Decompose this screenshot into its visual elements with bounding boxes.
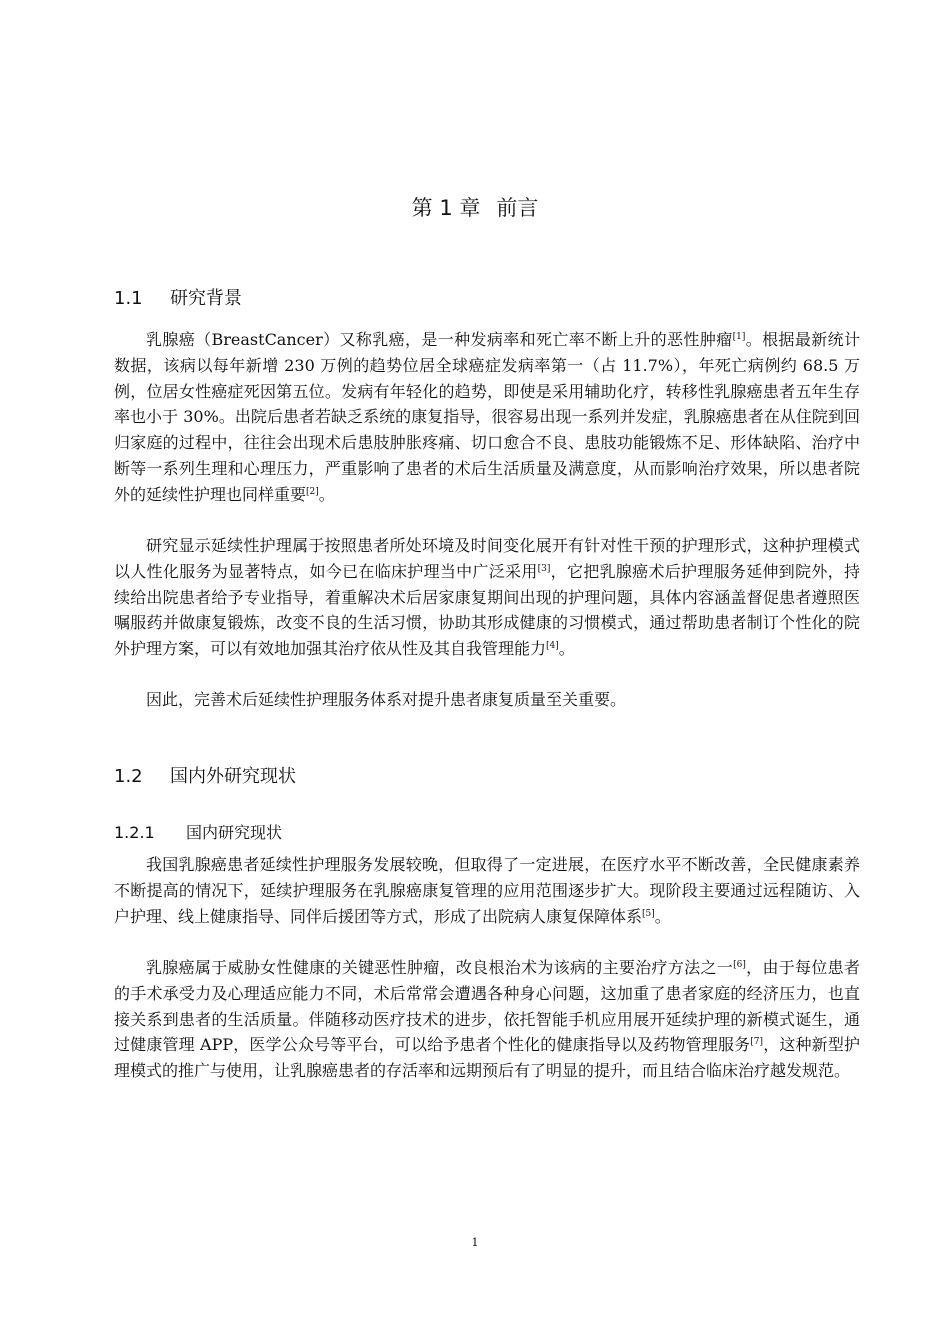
citation: [3] [537, 563, 551, 574]
chapter-number: 第 1 章 [411, 196, 481, 220]
paragraph: 我国乳腺癌患者延续性护理服务发展较晚，但取得了一定进展，在医疗水平不断改善，全民健康素养不断提高的情况下，延续护理服务在乳腺癌康复管理的应用范围逐步扩大。现阶段主要通过远程随访、入户护理、线上健康指导、同伴后援团等方式，形成了出院病人康复保障体系[5]。 [114, 855, 860, 926]
section-title: 研究背景 [170, 288, 242, 309]
subsection-title: 国内研究现状 [186, 823, 283, 842]
paragraph: 因此，完善术后延续性护理服务体系对提升患者康复质量至关重要。 [146, 690, 627, 709]
chapter-title [0, 192, 950, 222]
citation: [4] [546, 641, 559, 652]
section-number: 1.2 [114, 766, 143, 787]
chapter-title-text: 前言 [496, 196, 539, 220]
citation: [2] [306, 486, 319, 497]
citation: [5] [642, 908, 655, 919]
subsection-number: 1.2.1 [114, 823, 155, 842]
section-heading-1-1 [114, 284, 242, 310]
page-number: 1 [471, 1236, 479, 1249]
paragraph: 乳腺癌（BreastCancer）又称乳癌，是一种发病率和死亡率不断上升的恶性肿瘤[1]。根据最新统计数据，该病以每年新增 230 万例的趋势位居全球癌症发病率第一（占 11.7%），年死亡病例约 68.5 万例，位居女性癌症死因第五位。发病有年轻化的趋势，即使是采用辅助化疗，转移性乳腺癌患者五年生存率也小于 30%。出院后患者若缺乏系统的康复指导，很容易出现一系列并发症，乳腺癌患者在从住院到回归家庭的过程中，往往会出现术后患肢肿胀疼痛、切口愈合不良、患肢功能锻炼不足、形体缺陷、治疗中断等一系列生理和心理压力，严重影响了患者的术后生活质量及满意度，从而影响治疗效果，所以患者院外的延续性护理也同样重要[2]。 [114, 330, 860, 504]
subsection-heading-1-2-1 [114, 820, 282, 843]
section-heading-1-2 [114, 762, 296, 788]
section-title: 国内外研究现状 [170, 766, 296, 787]
citation: [1] [732, 332, 746, 342]
citation: [6] [733, 960, 746, 970]
citation: [7] [750, 1037, 764, 1048]
paragraph: 研究显示延续性护理属于按照患者所处环境及时间变化展开有针对性干预的护理形式，这种护理模式以人性化服务为显著特点，如今已在临床护理当中广泛采用[3]，它把乳腺癌术后护理服务延伸到院外，持续给出院患者给予专业指导，着重解决术后居家康复期间出现的护理问题，具体内容涵盖督促患者遵照医嘱服药并做康复锻炼，改变不良的生活习惯，协助其形成健康的习惯模式，通过帮助患者制订个性化的院外护理方案，可以有效地加强其治疗依从性及其自我管理能力[4]。 [114, 536, 860, 659]
paragraph: 乳腺癌属于威胁女性健康的关键恶性肿瘤，改良根治术为该病的主要治疗方法之一[6]，由于每位患者的手术承受力及心理适应能力不同，术后常常会遭遇各种身心问题，这加重了患者家庭的经济压力，也直接关系到患者的生活质量。伴随移动医疗技术的进步，依托智能手机应用展开延续护理的新模式诞生，通过健康管理 APP，医学公众号等平台，可以给予患者个性化的健康指导以及药物管理服务[7]，这种新型护理模式的推广与使用，让乳腺癌患者的存活率和远期预后有了明显的提升，而且结合临床治疗越发规范。 [114, 958, 860, 1081]
section-number: 1.1 [114, 288, 143, 309]
